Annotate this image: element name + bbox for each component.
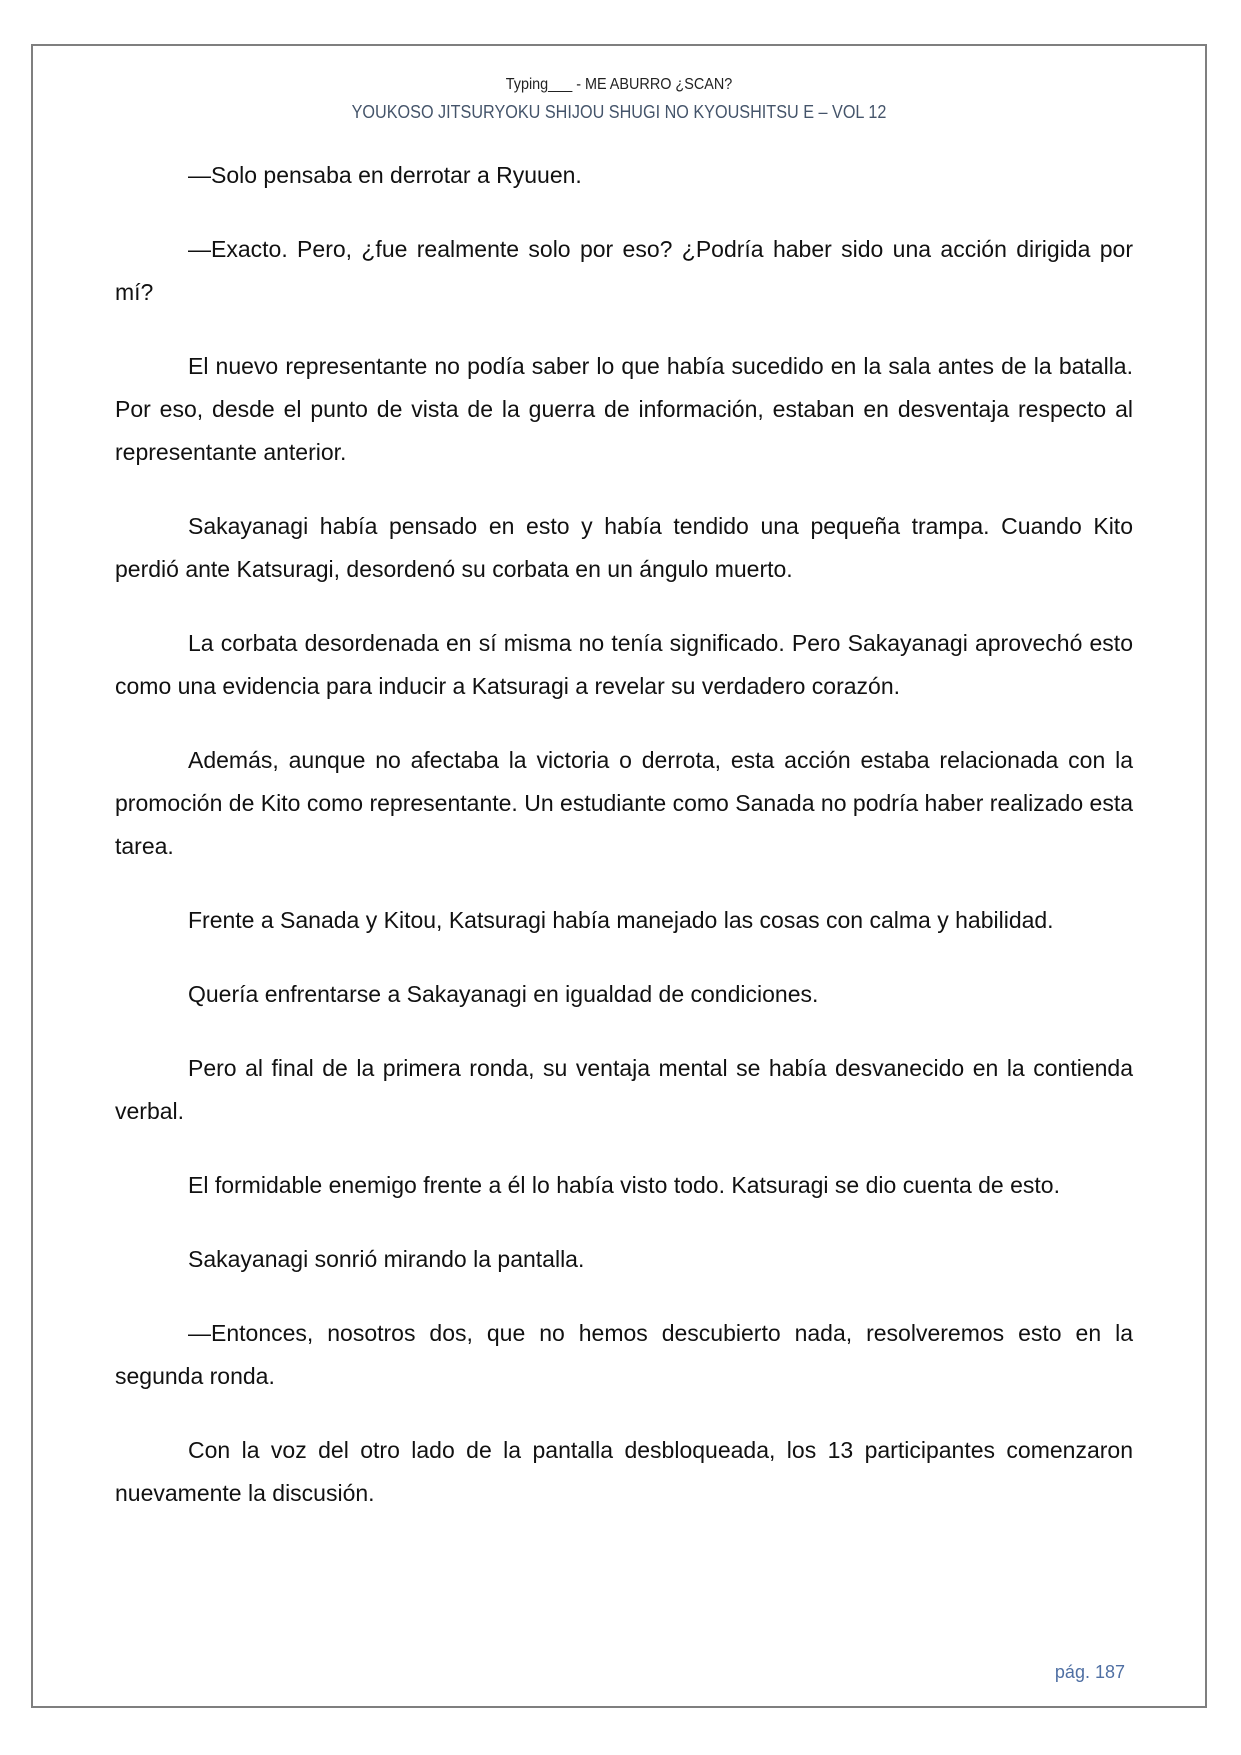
paragraph: Sakayanagi sonrió mirando la pantalla. [188, 1246, 585, 1272]
paragraph: Pero al final de la primera ronda, su ventaja mental se había desvanecido en la contienda verbal. [115, 1055, 1133, 1124]
paragraph: Sakayanagi había pensado en esto y había tendido una pequeña trampa. Cuando Kito perdió ante Katsuragi, desordenó su corbata en un ángulo muerto. [115, 513, 1133, 582]
paragraph: La corbata desordenada en sí misma no tenía significado. Pero Sakayanagi aprovechó esto como una evidencia para inducir a Katsuragi a revelar su verdadero corazón. [115, 630, 1133, 699]
paragraph: Con la voz del otro lado de la pantalla desbloqueada, los 13 participantes comenzaron nuevamente la discusión. [115, 1437, 1133, 1506]
paragraph: El nuevo representante no podía saber lo que había sucedido en la sala antes de la batalla. Por eso, desde el punto de vista de la guerra de información, estaban en desventaja respecto al representante anterior. [115, 353, 1133, 465]
paragraph: Frente a Sanada y Kitou, Katsuragi había manejado las cosas con calma y habilidad. [188, 907, 1054, 933]
paragraph: El formidable enemigo frente a él lo había visto todo. Katsuragi se dio cuenta de esto. [188, 1172, 1060, 1198]
paragraph: —Exacto. Pero, ¿fue realmente solo por eso? ¿Podría haber sido una acción dirigida por mí? [115, 236, 1133, 305]
page-number: pág. 187 [1054, 1662, 1125, 1682]
paragraph: —Solo pensaba en derrotar a Ryuuen. [188, 162, 582, 188]
header-book-title: YOUKOSO JITSURYOKU SHIJOU SHUGI NO KYOUSHITSU E – VOL 12 [351, 102, 887, 122]
document-page [31, 44, 1207, 1708]
header-typing-credit: Typing___ - ME ABURRO ¿SCAN? [505, 76, 733, 93]
paragraph: Además, aunque no afectaba la victoria o derrota, esta acción estaba relacionada con la promoción de Kito como representante. Un estudiante como Sanada no podría haber realizado esta tarea. [115, 747, 1133, 859]
paragraph: Quería enfrentarse a Sakayanagi en igualdad de condiciones. [188, 981, 819, 1007]
paragraph: —Entonces, nosotros dos, que no hemos descubierto nada, resolveremos esto en la segunda ronda. [115, 1320, 1133, 1389]
document-body [115, 154, 1133, 1546]
